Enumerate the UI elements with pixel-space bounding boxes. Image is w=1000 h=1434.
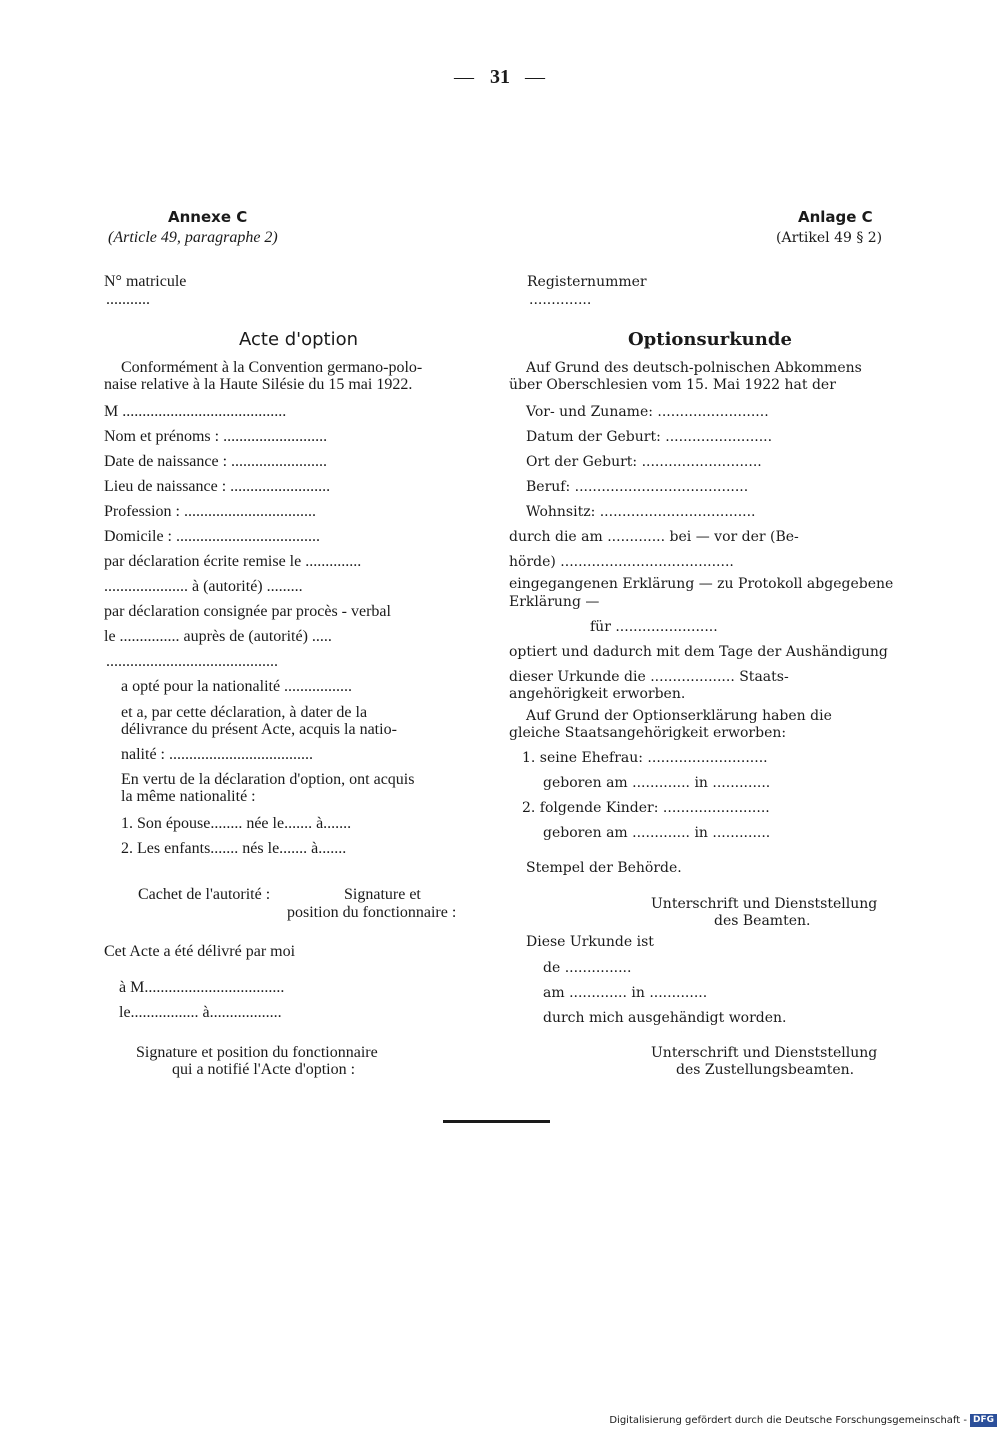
de-fuer-line: für ....................... bbox=[590, 619, 718, 635]
fr-field-profession: Profession : ................................. bbox=[104, 503, 316, 520]
dfg-logo: DFG bbox=[970, 1414, 997, 1427]
closing-rule bbox=[443, 1120, 550, 1123]
fr-declaration-consignee-line-2: le ............... auprès de (autorité) ..... bbox=[104, 628, 332, 645]
fr-annex-heading: Annexe C bbox=[168, 208, 248, 226]
fr-signature-line-2: position du fonctionnaire : bbox=[287, 904, 457, 921]
page-dash-left: — bbox=[454, 66, 475, 88]
de-auf-grund-line-2: gleiche Staatsangehörigkeit erworben: bbox=[509, 725, 787, 741]
de-title: Optionsurkunde bbox=[628, 329, 792, 350]
de-durch-mich: durch mich ausgehändigt worden. bbox=[543, 1010, 787, 1026]
fr-field-nom: Nom et prénoms : .......................... bbox=[104, 428, 328, 445]
fr-cette-declaration-line-1: et a, par cette déclaration, à dater de la bbox=[121, 704, 368, 721]
de-intro-line-2: über Oberschlesien vom 15. Mai 1922 hat der bbox=[509, 377, 836, 393]
de-field-wohnsitz: Wohnsitz: ................................... bbox=[526, 504, 756, 520]
de-auf-grund-line-1: Auf Grund der Optionserklärung haben die bbox=[526, 708, 832, 724]
fr-declaration-ecrite-line-1: par déclaration écrite remise le .............. bbox=[104, 553, 362, 570]
fr-dotted-line: ........................................... bbox=[106, 653, 278, 670]
fr-vertu-line-1: En vertu de la déclaration d'option, ont acquis bbox=[121, 771, 415, 788]
fr-title: Acte d'option bbox=[239, 329, 359, 350]
de-durch-line-1: durch die am ............. bei — vor der (Be- bbox=[509, 529, 799, 545]
fr-cette-declaration-line-2: délivrance du présent Acte, acquis la natio- bbox=[121, 721, 397, 738]
fr-signature-line-1: Signature et bbox=[344, 886, 421, 903]
de-durch-line-2: hörde) ....................................... bbox=[509, 554, 734, 570]
de-unterschrift-zustellung-line-1: Unterschrift und Dienststellung bbox=[651, 1045, 878, 1061]
fr-matricule-label: N° matricule bbox=[104, 273, 187, 290]
de-registernummer-dots: .............. bbox=[529, 292, 592, 308]
de-field-beruf: Beruf: ....................................... bbox=[526, 479, 749, 495]
page-dash-right: — bbox=[525, 66, 546, 88]
fr-cachet-autorite: Cachet de l'autorité : bbox=[138, 886, 271, 903]
de-eingegangen-line-2: Erklärung — bbox=[509, 594, 600, 610]
fr-field-domicile: Domicile : .................................... bbox=[104, 528, 320, 545]
de-de-line: de ............... bbox=[543, 960, 632, 976]
de-unterschrift-beamten-line-1: Unterschrift und Dienststellung bbox=[651, 896, 878, 912]
de-field-name: Vor- und Zuname: ......................... bbox=[526, 404, 769, 420]
fr-annex-reference: (Article 49, paragraphe 2) bbox=[108, 229, 278, 246]
de-field-geburtsort: Ort der Geburt: ........................... bbox=[526, 454, 762, 470]
fr-declaration-ecrite-line-2: ..................... à (autorité) ......... bbox=[104, 578, 303, 595]
de-kinder-line: 2. folgende Kinder: ........................ bbox=[522, 800, 770, 816]
fr-declaration-consignee-line-1: par déclaration consignée par procès - verbal bbox=[104, 603, 391, 620]
fr-enfants-line: 2. Les enfants....... nés le....... à....... bbox=[121, 840, 347, 857]
de-annex-heading: Anlage C bbox=[798, 208, 873, 226]
fr-opte-nationalite: a opté pour la nationalité ................. bbox=[121, 678, 353, 695]
de-unterschrift-beamten-line-2: des Beamten. bbox=[714, 913, 811, 929]
de-am-line: am ............. in ............. bbox=[543, 985, 708, 1001]
page-number: 31 bbox=[490, 66, 510, 88]
fr-intro-line-2: naise relative à la Haute Silésie du 15 mai 1922. bbox=[104, 376, 413, 393]
fr-vertu-line-2: la même nationalité : bbox=[121, 788, 256, 805]
page-number-line bbox=[0, 66, 1000, 89]
de-optiert-line-1: optiert und dadurch mit dem Tage der Aushändigung bbox=[509, 644, 888, 660]
de-unterschrift-zustellung-line-2: des Zustellungsbeamten. bbox=[676, 1062, 855, 1078]
de-geboren-line-2: geboren am ............. in ............. bbox=[543, 825, 771, 841]
de-stempel: Stempel der Behörde. bbox=[526, 860, 682, 876]
fr-a-m-line: à M................................... bbox=[119, 979, 285, 996]
de-geboren-line-1: geboren am ............. in ............. bbox=[543, 775, 771, 791]
de-field-geburtsdatum: Datum der Geburt: ........................ bbox=[526, 429, 773, 445]
fr-field-lieu-naissance: Lieu de naissance : ......................... bbox=[104, 478, 331, 495]
fr-matricule-dots: ........... bbox=[106, 291, 150, 308]
fr-signature-notification-line-1: Signature et position du fonctionnaire bbox=[136, 1044, 378, 1061]
de-ehefrau-line: 1. seine Ehefrau: ........................... bbox=[522, 750, 768, 766]
fr-field-m: M ......................................... bbox=[104, 403, 287, 420]
fr-field-date-naissance: Date de naissance : ........................ bbox=[104, 453, 328, 470]
de-optiert-line-2: dieser Urkunde die ................... Staats- bbox=[509, 669, 789, 685]
footer-text: Digitalisierung gefördert durch die Deutsche Forschungsgemeinschaft - bbox=[609, 1415, 967, 1426]
fr-intro-line-1: Conformément à la Convention germano-polo- bbox=[121, 359, 423, 376]
de-eingegangen-line-1: eingegangenen Erklärung — zu Protokoll abgegebene bbox=[509, 576, 894, 592]
fr-cette-declaration-line-3: nalité : .................................... bbox=[121, 746, 313, 763]
fr-signature-notification-line-2: qui a notifié l'Acte d'option : bbox=[172, 1061, 356, 1078]
de-intro-line-1: Auf Grund des deutsch-polnischen Abkommens bbox=[526, 360, 862, 376]
de-annex-reference: (Artikel 49 § 2) bbox=[776, 230, 883, 246]
de-registernummer-label: Registernummer bbox=[527, 274, 647, 290]
fr-epouse-line: 1. Son épouse........ née le....... à....... bbox=[121, 815, 352, 832]
de-optiert-line-3: angehörigkeit erworben. bbox=[509, 686, 686, 702]
de-diese-urkunde: Diese Urkunde ist bbox=[526, 934, 654, 950]
fr-le-a-line: le................. à.................. bbox=[119, 1004, 282, 1021]
footer-credit bbox=[609, 1414, 997, 1427]
fr-acte-delivre: Cet Acte a été délivré par moi bbox=[104, 943, 296, 960]
